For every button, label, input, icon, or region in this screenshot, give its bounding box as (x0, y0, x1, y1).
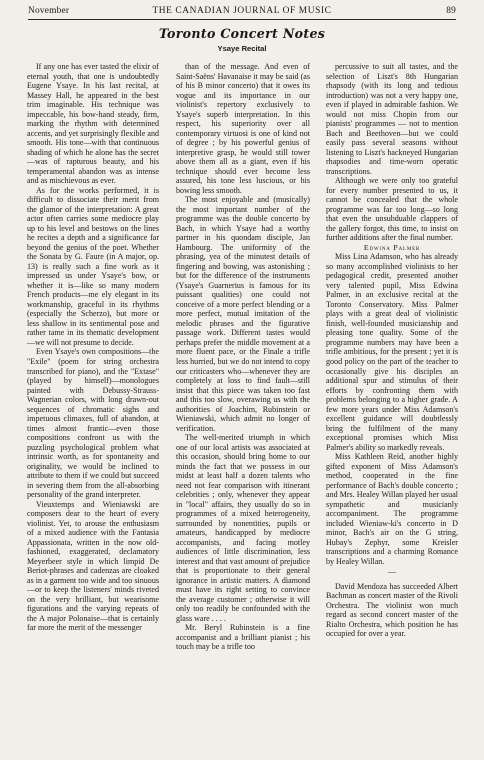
article-title: Toronto Concert Notes (158, 26, 326, 41)
text-column-2 (176, 62, 310, 652)
text-column-1 (27, 62, 159, 633)
running-header (28, 6, 456, 20)
article-subtitle: Ysaye Recital (217, 44, 267, 53)
page-number: 89 (446, 6, 456, 16)
text-column-3 (326, 62, 458, 639)
paragraph: The most enjoyable and (musically) the most important number of the programme was the double concerto by Bach, in which Ysaye had a worthy partner in his quondam disciple, Jan Hambourg. The uniformity of the phrasing, yea of the minutest details of fingering and bowing, was astonishing ; but for the difference of the instruments (Ysaye's Guarnerius is famous for its puissant qualities) one could not conceive of a more perfect blending or a more perfect, mutual imitation of the melodic phrases and the figurative passage work. Different tastes would perhaps prefer the middle movement at a more fluent pace, or the Finale a trifle less hurried, but we do not intend to copy our criticasters who—whenever they are completely at loss to find fault—still insist that this piece was taken too fast and this too slow, overawing us with the authorities of Joachim, Rubinstein or Wieniawski, which admit no longer of verification. (176, 195, 310, 433)
paragraph: than of the message. And even of Saint-Saëns' Havanaise it may be said (as of his B minor concerto) that it owes its vogue and its importance in our violinist's repertory exclusively to Ysaye's superb interpretation. In this respect, his superiority over all contemporary virtuosi is one of kind not of degree ; by his powerful genius of interpretive grasp, he would still tower above them all as a giant, even if his technique should ever become less assured, his tone less luscious, or his bowing less smooth. (176, 62, 310, 195)
paragraph: percussive to suit all tastes, and the selection of Liszt's 8th Hungarian rhapsody (with its long and tedious introduction) was not a very happy one, even if played in admirable fashion. We would not miss Chopin from our pianists' programmes — not to mention Bach and Beethoven—but we could easily pass several seasons without listening to Liszt's hackneyed Hungarian rhapsodies and time-worn operatic transcriptions. (326, 62, 458, 176)
section-divider: — (388, 567, 396, 577)
paragraph: David Mendoza has succeeded Albert Bachman as concert master of the Rivoli Orchestra. The violinist won much regard as second concert master of the Rialto Orchestra, which position he has occupied for over a year. (326, 581, 458, 639)
paragraph: Although we were only too grateful for every number presented to us, it cannot be concealed that the whole programme was far too long—so long that even the unsubduable clappers of the gallery forgot, this time, to insist on further additions after the final number. (326, 176, 458, 243)
paragraph: Mr. Beryl Rubinstein is a fine accompanist and a brilliant pianist ; his touch may be a trifle too (176, 623, 310, 652)
journal-name: THE CANADIAN JOURNAL OF MUSIC (152, 6, 332, 16)
paragraph: Miss Kathleen Reid, another highly gifted exponent of Miss Adamson's method, cooperated in the fine performance of Bach's double concerto ; and Mrs. Healey Willan played her usual sympathetic and musicianly accompaniment. The programme included Wieniaw-ki's concerto in D minor, Bach's air on the G string, Hubay's Zephyr, some Kreisler transcriptions and a charming Romance by Healey Willan. (326, 452, 458, 566)
paragraph: As for the works performed, it is difficult to dissociate their merit from the glamor of the interpretation: A great actor often carries some mediocre play up to his level and bestows on the lines he recites a depth and a significance far beyond the genius of the poet. Whether the Sonata by G. Faure (in A major, op. 13) is really such a fine work as it impressed us under Ysaye's bow, or whether it is—like so many modern French products—me ely elegant in its workmanship, graceful in its rhythms (especially the Scherzo), but more or less shallow in its sentimental pose and rather tame in its thematic development—we will not presume to decide. (27, 185, 159, 347)
paragraph: Even Ysaye's own compositions—the "Exile" (poem for string orchestra transcribed for piano), and the "Extase" (played by himself)—monologues painted with Debussy-Strauss-Wagnerian colors, with long drawn-out sequences of chromatic sighs and impetuous climaxes, full of abandon, at times almost frantic—even those compositions confront us with the puzzling psychological problem what intrinsic worth, as for spontaneity and originality, we would be inclined to attribute to them if we could but succeed in severing them from the all-absorbing personality of the grand interpreter. (27, 347, 159, 500)
paragraph: The well-merited triumph in which one of our local artists was associated at this occasion, should bring home to our minds the fact that we possess in our midst at least half a dozen talents who need not fear comparison with itinerant celebrities ; only, whenever they appear in "local" affairs, they usually do so in programmes of a mixed heterogeneity, surrounded by nonentities, pupils or amateurs, handicapped by mediocre accompanists, and facing motley audiences of little discrimination, less interest and that vast amount of prejudice that is proportionate to their general ignorance in artistic matters. A diamond must have its right setting to convince the average customer ; otherwise it will only too readily be confounded with the glass ware . . . . (176, 433, 310, 623)
header-month: November (28, 6, 70, 16)
section-heading: Edwina Palmer (363, 242, 421, 252)
paragraph: If any one has ever tasted the elixir of eternal youth, that one is undoubtedly Eugene Ysaye. In his last recital, at Massey Hall, he appeared in the best trim imaginable. His technique was impeccable, his bow-hand steady, firm, marking the rhythm with determined accents, and yet surprisingly flexible and smooth. His tone—with that continuous shading of which he alone has the secret—was of rapturous beauty, and his temperamental abandon was as intense and as mischievous as ever. (27, 62, 159, 186)
header-rule (28, 19, 456, 20)
paragraph: Vieuxtemps and Wieniawski are composers dear to the heart of every violinist. Yet, to arouse the enthusiasm of a mixed audience with the Fantasia Appassionata, written in the now old-fashioned, exaggerated, declamatory Meyerbeer style in which limpid De Beriot-phrases and cadenzas are cloaked as in a garment too wide and too sinuous—or to keep the listeners' minds riveted on the very brilliant, but wearisome figurations and the varying repeats of the A major Polonaise—that is certainly far more the merit of the messenger (27, 499, 159, 633)
paragraph: Miss Lina Adamson, who has already so many accomplished violinists to her pedagogical credit, presented another very talented pupil, Miss Edwina Palmer, in an exclusive recital at the Toronto Conservatory. Miss Palmer plays with a great deal of violinistic finish, well-founded musicianship and pleasing tone quality. Some of the programme numbers may have been a trifle ambitious, for the present ; yet it is good policy on the part of the teacher to occasionally give his disciples an additional spur and stimulus of their efforts by confronting them with problems belonging to a higher grade. A few more years under Miss Adamson's excellent guidance will doubtlessly bring the fulfilment of the many exceptional promises which Miss Palmer's ability so markedly reveals. (326, 252, 458, 452)
